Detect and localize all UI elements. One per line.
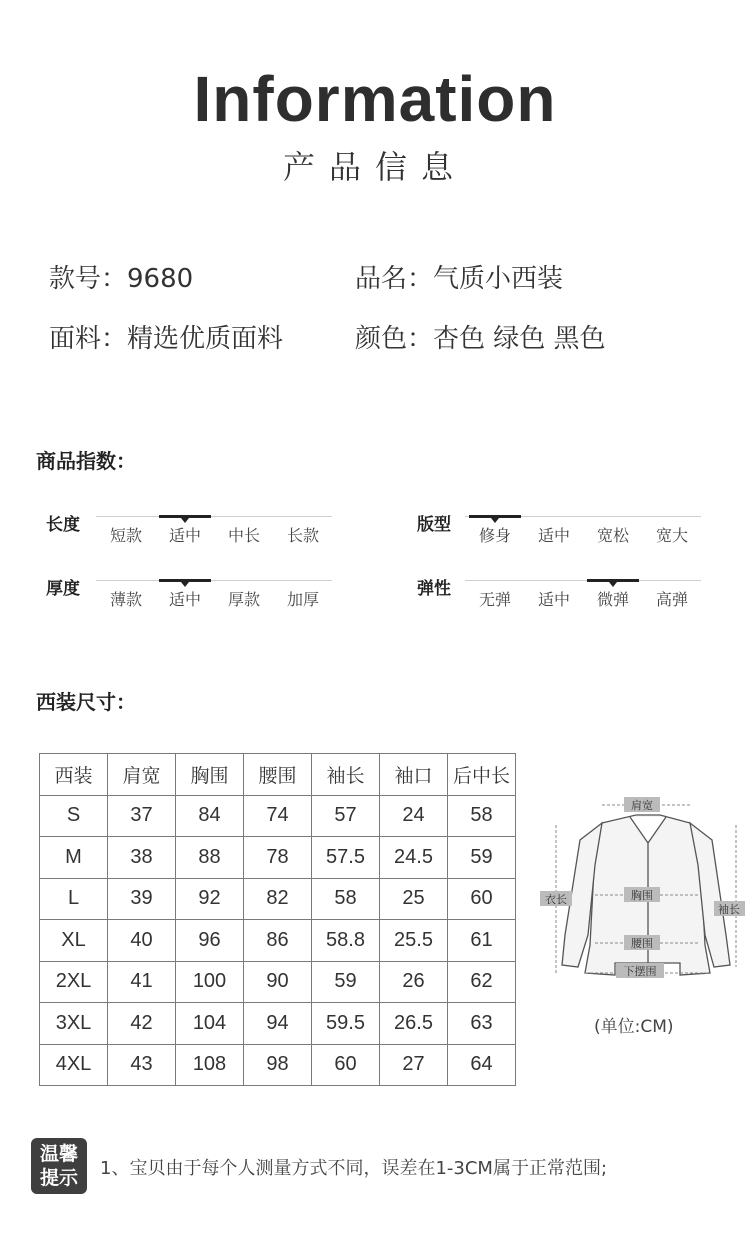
index-label: 厚度: [46, 579, 80, 599]
index-option: 高弹: [655, 590, 688, 609]
table-cell: 90: [244, 961, 312, 1003]
table-cell: 78: [244, 837, 312, 879]
table-cell: 92: [176, 878, 244, 920]
table-row: [40, 961, 516, 1003]
index-selected-pointer: [609, 582, 617, 587]
table-cell: 57.5: [312, 837, 380, 879]
index-label: 弹性: [417, 579, 451, 599]
table-cell: 25.5: [380, 920, 448, 962]
index-option: 修身: [478, 526, 511, 545]
table-cell: 40: [108, 920, 176, 962]
index-option: 适中: [168, 526, 201, 545]
table-cell: 42: [108, 1003, 176, 1045]
fabric: 面料：精选优质面料: [49, 324, 284, 354]
size-section-title: 西装尺寸：: [36, 690, 136, 714]
table-cell: 58: [312, 878, 380, 920]
index-option: 薄款: [109, 590, 142, 609]
table-header-row: [40, 754, 516, 796]
table-cell: 94: [244, 1003, 312, 1045]
index-option: 长款: [286, 526, 319, 545]
table-row: [40, 1044, 516, 1086]
index-scale-line: [96, 516, 332, 517]
index-selected-pointer: [491, 518, 499, 523]
table-cell: 4XL: [40, 1044, 108, 1086]
diagram-label-shoulder: 肩宽: [631, 799, 653, 812]
index-option: 适中: [537, 526, 570, 545]
table-row: [40, 920, 516, 962]
table-row: [40, 1003, 516, 1045]
table-cell: 98: [244, 1044, 312, 1086]
table-cell: 59.5: [312, 1003, 380, 1045]
table-cell: XL: [40, 920, 108, 962]
diagram-label-hem: 下摆围: [623, 965, 657, 978]
index-option: 适中: [168, 590, 201, 609]
index-option: 适中: [537, 590, 570, 609]
table-cell: 74: [244, 795, 312, 837]
table-cell: 84: [176, 795, 244, 837]
table-header-cell: 袖口: [380, 754, 448, 796]
table-header-cell: 西装: [40, 754, 108, 796]
table-header-cell: 肩宽: [108, 754, 176, 796]
index-label: 长度: [46, 515, 80, 535]
index-section-title: 商品指数：: [36, 449, 136, 473]
table-cell: 2XL: [40, 961, 108, 1003]
table-header-cell: 胸围: [176, 754, 244, 796]
table-cell: 38: [108, 837, 176, 879]
table-cell: 39: [108, 878, 176, 920]
table-header-cell: 袖长: [312, 754, 380, 796]
table-header-cell: 后中长: [448, 754, 516, 796]
index-scale-line: [465, 580, 701, 581]
product-name: 品名：气质小西装: [355, 264, 564, 294]
table-cell: 3XL: [40, 1003, 108, 1045]
table-row: [40, 837, 516, 879]
index-option: 加厚: [286, 590, 319, 609]
table-cell: 108: [176, 1044, 244, 1086]
diagram-label-chest: 胸围: [631, 889, 653, 902]
table-cell: 60: [312, 1044, 380, 1086]
table-cell: 82: [244, 878, 312, 920]
index-label: 版型: [417, 515, 451, 535]
unit-label: (单位:CM): [594, 1017, 674, 1037]
index-option: 无弹: [478, 590, 511, 609]
index-option: 短款: [109, 526, 142, 545]
diagram-label-length: 衣长: [545, 893, 567, 906]
table-cell: 64: [448, 1044, 516, 1086]
table-cell: 57: [312, 795, 380, 837]
table-cell: 24.5: [380, 837, 448, 879]
diagram-label-sleeve: 袖长: [718, 903, 740, 916]
index-option: 微弹: [596, 590, 629, 609]
table-header-cell: 腰围: [244, 754, 312, 796]
table-cell: M: [40, 837, 108, 879]
table-cell: 96: [176, 920, 244, 962]
table-cell: S: [40, 795, 108, 837]
tip-badge-line1: 温馨: [39, 1143, 78, 1165]
tip-badge: [31, 1138, 87, 1194]
index-option: 中长: [227, 526, 260, 545]
table-cell: 58: [448, 795, 516, 837]
style-number: 款号：9680: [49, 264, 194, 294]
table-row: [40, 795, 516, 837]
table-cell: 59: [312, 961, 380, 1003]
table-cell: 41: [108, 961, 176, 1003]
table-cell: 27: [380, 1044, 448, 1086]
table-cell: 63: [448, 1003, 516, 1045]
table-cell: 60: [448, 878, 516, 920]
table-cell: 37: [108, 795, 176, 837]
tip-text: 1、宝贝由于每个人测量方式不同，误差在1-3CM属于正常范围;: [100, 1158, 608, 1179]
table-cell: 24: [380, 795, 448, 837]
table-cell: 88: [176, 837, 244, 879]
garment-diagram: [540, 795, 745, 990]
table-cell: 43: [108, 1044, 176, 1086]
table-cell: 61: [448, 920, 516, 962]
table-cell: 26.5: [380, 1003, 448, 1045]
tip-badge-line2: 提示: [39, 1167, 78, 1189]
table-cell: 100: [176, 961, 244, 1003]
table-cell: 104: [176, 1003, 244, 1045]
table-row: [40, 878, 516, 920]
table-cell: 86: [244, 920, 312, 962]
table-cell: 62: [448, 961, 516, 1003]
size-table: [39, 753, 516, 1086]
index-option: 宽大: [655, 526, 688, 545]
title-chinese: 产品信息: [282, 148, 467, 186]
table-cell: L: [40, 878, 108, 920]
index-option: 宽松: [596, 526, 629, 545]
table-cell: 58.8: [312, 920, 380, 962]
table-cell: 26: [380, 961, 448, 1003]
index-selected-pointer: [181, 582, 189, 587]
index-scale-line: [96, 580, 332, 581]
table-cell: 59: [448, 837, 516, 879]
index-selected-pointer: [181, 518, 189, 523]
title-english: Information: [193, 63, 557, 135]
color-options: 颜色：杏色 绿色 黑色: [355, 324, 606, 354]
diagram-label-waist: 腰围: [631, 937, 653, 950]
index-option: 厚款: [227, 590, 260, 609]
table-cell: 25: [380, 878, 448, 920]
